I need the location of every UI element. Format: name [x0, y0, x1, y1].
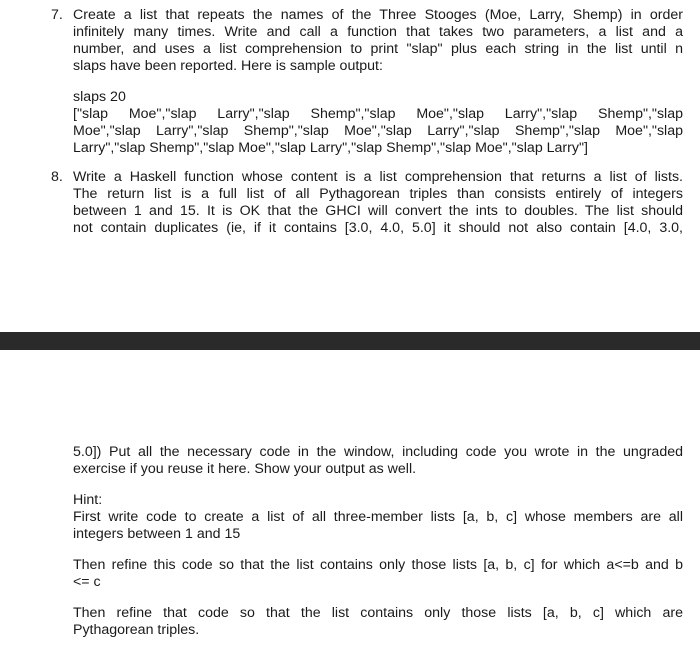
refine-step-line: <= c [73, 574, 101, 590]
question-8-line: not contain duplicates (ie, if it contains [3.0, 4.0, 5.0] it should not also contain [4.0, 3.0, [73, 220, 683, 236]
page-break-bar [0, 332, 700, 350]
refine-step-line: Then refine that code so that the list contains only those lists [a, b, c] which are [73, 605, 683, 621]
question-7-line: slaps have been reported. Here is sample output: [73, 58, 383, 74]
sample-output-line: Larry","slap Shemp","slap Moe","slap Larry","slap Shemp","slap Moe","slap Larry"] [73, 140, 588, 156]
hint-line: First write code to create a list of all three-member lists [a, b, c] whose members are all [73, 509, 683, 525]
question-8-number: 8. [51, 169, 63, 185]
question-7-body [73, 7, 683, 157]
question-8-line: Write a Haskell function whose content is a list comprehension that returns a list of lists. [73, 169, 683, 185]
hint-line: integers between 1 and 15 [73, 526, 241, 542]
question-8-line: between 1 and 15. It is OK that the GHCI will convert the ints to doubles. The list should [73, 203, 683, 219]
sample-output-line: ["slap Moe","slap Larry","slap Shemp","slap Moe","slap Larry","slap Shemp","slap [73, 106, 683, 122]
page-bottom [0, 350, 700, 668]
hint-label: Hint: [73, 492, 103, 508]
sample-output-line: Moe","slap Larry","slap Shemp","slap Moe","slap Larry","slap Shemp","slap Moe","slap [73, 123, 683, 139]
page-top [0, 0, 700, 332]
refine-step-line: Then refine this code so that the list contains only those lists [a, b, c] for which a<=b and b [73, 557, 683, 573]
question-8-continued-line: 5.0]) Put all the necessary code in the window, including code you wrote in the ungraded [73, 444, 683, 460]
question-7-line: number, and uses a list comprehension to print "slap" plus each string in the list until n [73, 41, 683, 57]
question-7-line: Create a list that repeats the names of the Three Stooges (Moe, Larry, Shemp) in order [73, 7, 683, 23]
question-8-continued-line: exercise if you reuse it here. Show your output as well. [73, 461, 417, 477]
question-7-number: 7. [51, 7, 63, 23]
question-8-line: The return list is a full list of all Pythagorean triples than consists entirely of integers [73, 186, 683, 202]
question-8-continued-body [73, 444, 683, 639]
refine-step-line: Pythagorean triples. [73, 622, 200, 638]
sample-command: slaps 20 [73, 89, 126, 105]
question-8-body [73, 169, 683, 237]
question-7-line: infinitely many times. Write and call a function that takes two parameters, a list and a [73, 24, 683, 40]
